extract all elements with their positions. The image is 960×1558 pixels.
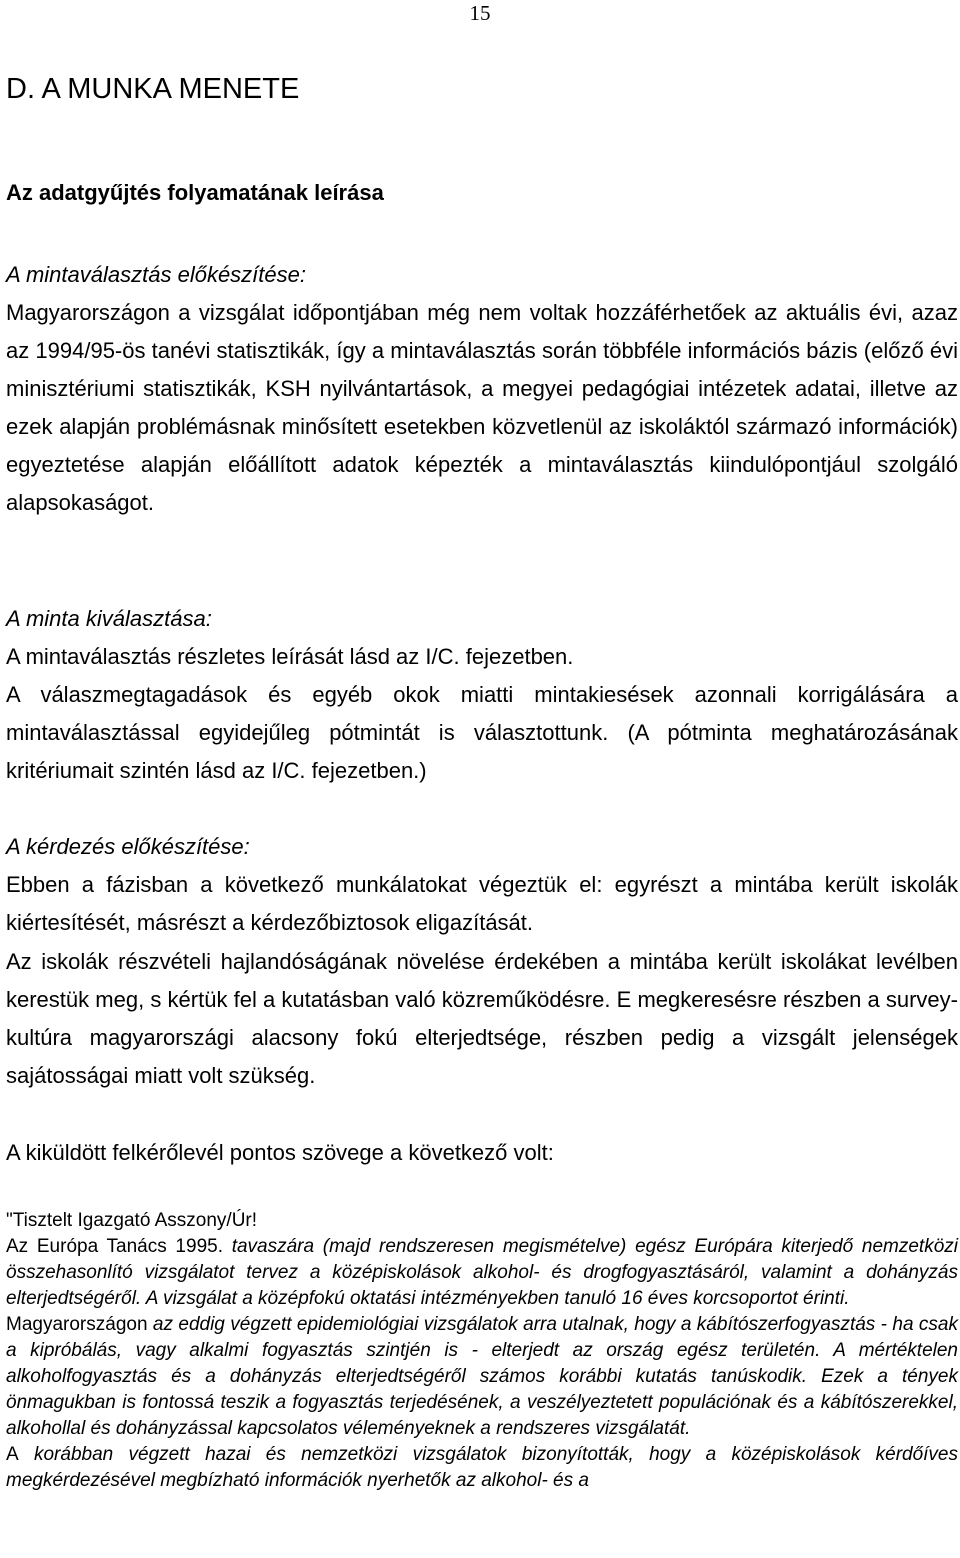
subheading-sample-preparation: A mintaválasztás előkészítése: [6,262,306,287]
letter-paragraph-3: A korábban végzett hazai és nemzetközi vizsgálatok bizonyították, hogy a középiskolások kérdőíves megkérdezésével megbízható információk nyerhetők az alkohol- és a [6,1444,958,1491]
subheading-interview-preparation: A kérdezés előkészítése: [6,834,250,859]
letter-paragraph-2: Magyarországon az eddig végzett epidemiológiai vizsgálatok arra utalnak, hogy a kábítószerfogyasztás - ha csak a kipróbálás, vagy alkalmi fogyasztás szintjén is - elterjedt az ország egész területén. A mértéktelen alkoholfogyasztás és a dohányzás elterjedtségéről számos korábbi kutatás tanúskodik. Ezek a tények önmagukban is fontossá teszik a fogyasztás terjedésének, a veszélyeztetett populációnak és a kábítószerekkel, alkohollal és dohányzással kapcsolatos véleményeknek a rendszeres vizsgálatát. [6,1314,958,1439]
paragraph-replacement-sample: A válaszmegtagadások és egyéb okok miatti mintakiesések azonnali korrigálására a mintaválasztással egyidejűleg pótmintát is választottunk. (A pótminta meghatározásának kritériumait szintén lásd az I/C. fejezetben.) [6,682,958,783]
subheading-sample-selection: A minta kiválasztása: [6,606,212,631]
chapter-title: D. A MUNKA MENETE [6,73,300,105]
section-title: Az adatgyűjtés folyamatának leírása [6,180,384,205]
paragraph-school-contact: Az iskolák részvételi hajlandóságának növelése érdekében a mintába került iskolákat levélben kerestük meg, s kértük fel a kutatásban való közreműködésre. E megkeresésre részben a survey-kultúra magyarországi alacsony fokú elterjedtsége, részben pedig a vizsgált jelenségek sajátosságai miatt volt szükség. [6,949,958,1088]
page-number: 15 [469,1,491,25]
letter-salutation: "Tisztelt Igazgató Asszony/Úr! [6,1210,258,1231]
paragraph-sampling-base: Magyarországon a vizsgálat időpontjában még nem voltak hozzáférhetőek az aktuális évi, azaz az 1994/95-ös tanévi statisztikák, így a mintaválasztás során többféle információs bázis (előző évi minisztériumi statisztikák, KSH nyilvántartások, a megyei pedagógiai intézetek adatai, illetve az ezek alapján problémásnak minősített esetekben közvetlenül az iskoláktól származó információk) egyeztetése alapján előállított adatok képezték a mintaválasztás kiindulópontjául szolgáló alapsokaságot. [6,300,958,515]
letter-paragraph-1: Az Európa Tanács 1995. tavaszára (majd rendszeresen megismételve) egész Európára kiterjedő nemzetközi összehasonlító vizsgálatot tervez a középiskolások alkohol- és drogfogyasztásáról, valamint a dohányzás elterjedtségéről. A vizsgálat a középfokú oktatási intézményekben tanuló 16 éves korcsoportot érinti. [6,1236,958,1309]
paragraph-sample-reference: A mintaválasztás részletes leírását lásd az I/C. fejezetben. [6,644,574,669]
paragraph-letter-intro: A kiküldött felkérőlevél pontos szövege a következő volt: [6,1140,554,1165]
paragraph-preparation-phase: Ebben a fázisban a következő munkálatokat végeztük el: egyrészt a mintába került iskolák kiértesítését, másrészt a kérdezőbiztosok eligazítását. [6,872,958,935]
request-letter [6,1208,958,1494]
